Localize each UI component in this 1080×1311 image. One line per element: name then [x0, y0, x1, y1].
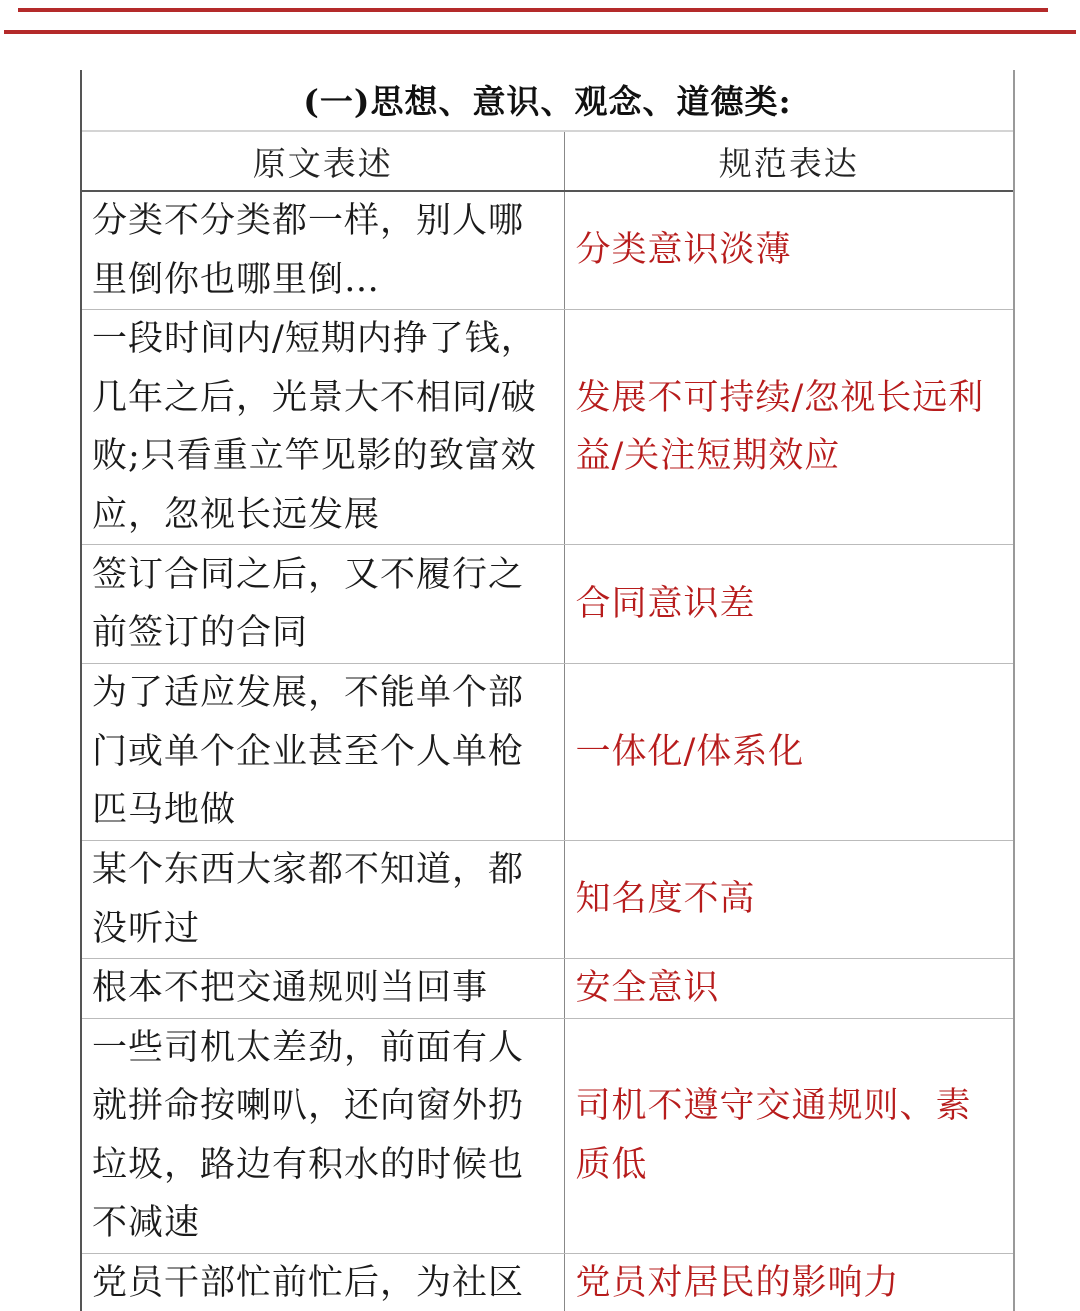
original-cell: 党员干部忙前忙后，为社区: [82, 1253, 564, 1311]
normative-cell: 发展不可持续/忽视长远利益/关注短期效应: [564, 310, 1013, 545]
original-cell: 一段时间内/短期内挣了钱，几年之后，光景大不相同/破败;只看重立竿见影的致富效应，忽视长远发展: [82, 310, 564, 545]
original-cell: 签订合同之后，又不履行之前签订的合同: [82, 545, 564, 664]
normative-cell: 一体化/体系化: [564, 664, 1013, 841]
expression-table: [82, 132, 1013, 1311]
table-row: [82, 1018, 1013, 1253]
normative-cell: 合同意识差: [564, 545, 1013, 664]
original-cell: 某个东西大家都不知道，都没听过: [82, 841, 564, 959]
top-red-rule: [18, 8, 1048, 12]
header-normative: 规范表达: [564, 132, 1013, 191]
table-row: [82, 545, 1013, 664]
original-cell: 为了适应发展，不能单个部门或单个企业甚至个人单枪匹马地做: [82, 664, 564, 841]
normative-cell: 分类意识淡薄: [564, 191, 1013, 310]
normative-cell: 知名度不高: [564, 841, 1013, 959]
table-row: [82, 841, 1013, 959]
original-cell: 根本不把交通规则当回事: [82, 959, 564, 1019]
table-row: [82, 664, 1013, 841]
normative-cell: 党员对居民的影响力: [575, 1262, 900, 1303]
table-header-row: [82, 132, 1013, 191]
normative-cell: 司机不遵守交通规则、素质低: [564, 1018, 1013, 1253]
original-cell: 分类不分类都一样，别人哪里倒你也哪里倒…: [82, 191, 564, 310]
table-row: [82, 1253, 1013, 1311]
table-row: [82, 191, 1013, 310]
second-red-rule: [4, 30, 1076, 34]
table-row: [82, 959, 1013, 1019]
table-row: [82, 310, 1013, 545]
original-cell: 一些司机太差劲，前面有人就拼命按喇叭，还向窗外扔垃圾，路边有积水的时候也不减速: [82, 1018, 564, 1253]
section-title: (一)思想、意识、观念、道德类:: [82, 70, 1013, 132]
header-original: 原文表述: [82, 132, 564, 191]
normative-cell: 安全意识: [564, 959, 1013, 1019]
document-sheet: [80, 70, 1015, 1311]
